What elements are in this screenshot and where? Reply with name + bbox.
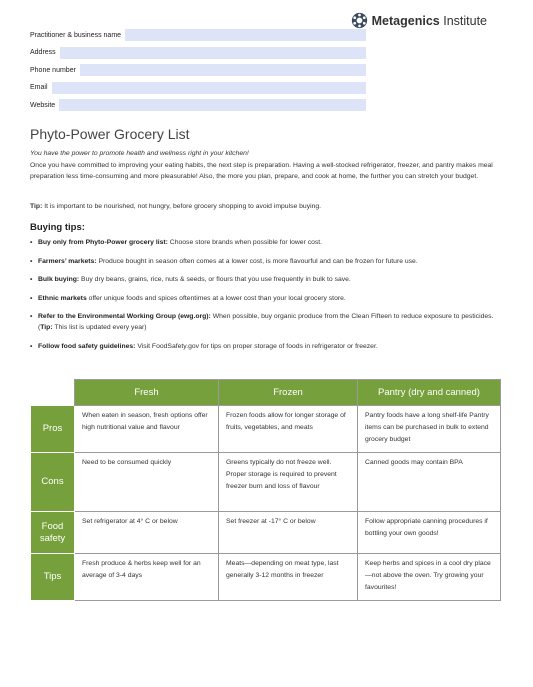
address-label: Address xyxy=(30,49,56,56)
page-title: Phyto-Power Grocery List xyxy=(30,126,190,142)
tip-text: It is important to be nourished, not hungry, before grocery shopping to avoid impulse buying. xyxy=(42,203,322,210)
column-header-pantry: Pantry (dry and canned) xyxy=(358,380,501,406)
list-item: • Farmers’ markets: Produce bought in season often comes at a lower cost, is more flavourful and can be frozen for future use. xyxy=(30,256,500,267)
brand-logo xyxy=(351,12,487,29)
table-cell: Greens typically do not freeze well. Proper storage is required to prevent freezer burn and loss of flavour xyxy=(219,453,358,512)
list-item: • Refer to the Environmental Working Group (ewg.org): When possible, buy organic produce from the Clean Fifteen to reduce exposure to pesticides. (Tip: This list is updated every year) xyxy=(30,311,500,333)
table-cell: Frozen foods allow for longer storage of fruits, vegetables, and meats xyxy=(219,406,358,453)
list-item: • Ethnic markets offer unique foods and spices oftentimes at a lower cost than your local grocery store. xyxy=(30,293,500,304)
table-row xyxy=(31,453,501,512)
metagenics-logo-icon xyxy=(351,12,368,29)
column-header-frozen: Frozen xyxy=(219,380,358,406)
table-corner xyxy=(31,380,75,406)
tip-line xyxy=(30,203,321,210)
table-cell: Need to be consumed quickly xyxy=(75,453,219,512)
row-header-cons: Cons xyxy=(31,453,75,512)
business-name-field[interactable] xyxy=(125,29,366,41)
buying-tips-heading: Buying tips: xyxy=(30,222,85,233)
list-item: • Bulk buying: Buy dry beans, grains, rice, nuts & seeds, or flours that you use frequently in bulk to save. xyxy=(30,274,500,285)
address-field[interactable] xyxy=(60,47,366,59)
grocery-comparison-table xyxy=(30,379,501,601)
email-label: Email xyxy=(30,84,48,91)
column-header-fresh: Fresh xyxy=(75,380,219,406)
intro-text xyxy=(30,148,500,183)
phone-field[interactable] xyxy=(80,64,366,76)
intro-tagline: You have the power to promote health and wellness right in your kitchen! xyxy=(30,150,249,157)
row-header-food-safety: Food safety xyxy=(31,512,75,554)
form-row-business xyxy=(30,29,366,41)
table-row xyxy=(31,512,501,554)
table-cell: Pantry foods have a long shelf-life Pantry items can be purchased in bulk to extend grocery budget xyxy=(358,406,501,453)
website-field[interactable] xyxy=(59,99,366,111)
table-cell: Keep herbs and spices in a cool dry place—not above the oven. Try growing your favourites! xyxy=(358,554,501,601)
row-header-tips: Tips xyxy=(31,554,75,601)
table-cell: Meats—depending on meat type, last generally 3-12 months in freezer xyxy=(219,554,358,601)
website-label: Website xyxy=(30,101,56,109)
row-header-pros: Pros xyxy=(31,406,75,453)
list-item: • Follow food safety guidelines: Visit FoodSafety.gov for tips on proper storage of foods in refrigerator or freezer. xyxy=(30,341,500,352)
email-field[interactable] xyxy=(52,82,366,94)
form-row-address xyxy=(30,47,366,59)
tip-label: Tip: xyxy=(30,203,43,210)
table-row xyxy=(31,406,501,453)
list-item: • Buy only from Phyto-Power grocery list: Choose store brands when possible for lower cost. xyxy=(30,237,500,248)
buying-tips-list xyxy=(30,237,500,352)
table-cell: Set refrigerator at 4° C or below xyxy=(75,512,219,554)
intro-body: Once you have committed to improving your eating habits, the next step is preparation. Having a well-stocked refrigerator, freezer, and pantry makes meal preparation less time-consuming and more pleasurable! Also, the more you plan, prepare, and cook at home, the further you can stretch your budget. xyxy=(30,161,493,181)
table-row xyxy=(31,554,501,601)
table-cell: When eaten in season, fresh options offer high nutritional value and flavour xyxy=(75,406,219,453)
table-cell: Canned goods may contain BPA xyxy=(358,453,501,512)
table-cell: Set freezer at -17° C or below xyxy=(219,512,358,554)
table-cell: Fresh produce & herbs keep well for an average of 3-4 days xyxy=(75,554,219,601)
form-row-website xyxy=(30,99,366,111)
form-row-email xyxy=(30,82,366,94)
table-header-row xyxy=(31,380,501,406)
business-name-label: Practitioner & business name xyxy=(30,31,122,39)
table-cell: Follow appropriate canning procedures if bottling your own goods! xyxy=(358,512,501,554)
practitioner-form xyxy=(30,29,366,117)
phone-label: Phone number xyxy=(30,66,76,74)
form-row-phone xyxy=(30,64,366,76)
logo-text: Metagenics Institute xyxy=(371,13,487,28)
